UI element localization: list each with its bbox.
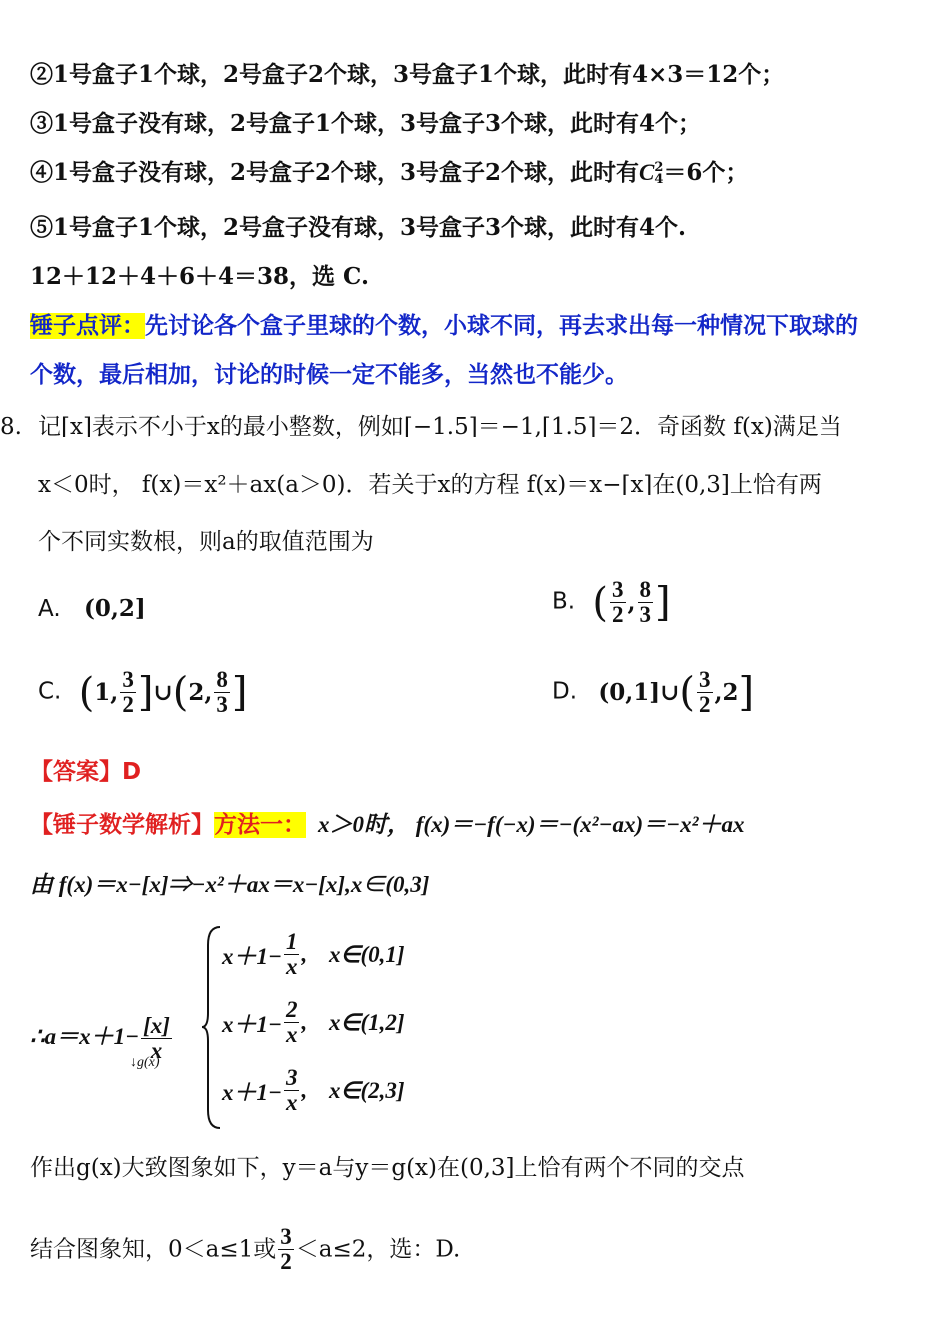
option-b: B. ( $\frac{3}{2}$ , $\frac{8}{3}$ ] bbox=[552, 577, 671, 627]
method-label: 方法一： bbox=[214, 812, 306, 838]
brace-icon bbox=[200, 925, 222, 1130]
g-note: ↓g(x) bbox=[130, 1055, 160, 1070]
solution-line-1 bbox=[30, 810, 745, 840]
conclusion-pre: 结合图象知，0＜a≤1或 bbox=[30, 1236, 277, 1263]
case-range-1: x∈(0,1] bbox=[328, 941, 405, 967]
case-3: ③1号盒子没有球，2号盒子1个球，3号盒子3个球，此时有4个； bbox=[30, 110, 702, 137]
case-4-text: ④1号盒子没有球，2号盒子2个球，3号盒子2个球，此时有 bbox=[30, 159, 640, 186]
option-b-label: B. bbox=[552, 588, 576, 615]
answer: 【答案】D bbox=[30, 759, 142, 785]
solution-equation-2: 由 f(x)＝x−[x]⇒−x²＋ax＝x−[x],x∈(0,3] bbox=[30, 872, 430, 897]
case-piece-2: x＋1− $\frac{2}{x}$ , x∈(1,2] bbox=[222, 997, 405, 1047]
case-4 bbox=[30, 158, 748, 188]
case-piece-1: x＋1− $\frac{1}{x}$ , x∈(0,1] bbox=[222, 929, 405, 979]
option-a-label: A. bbox=[38, 596, 61, 622]
option-d: D. (0,1]∪( $\frac{3}{2}$ ,2] bbox=[552, 667, 755, 717]
problem-number: 8. bbox=[0, 414, 22, 440]
therefore-text: ∴a＝x＋1− bbox=[30, 1023, 140, 1049]
solution-label: 【锤子数学解析】 bbox=[30, 812, 214, 838]
case-4-result: ＝6个； bbox=[663, 159, 749, 186]
comment-label: 锤子点评： bbox=[30, 313, 145, 339]
graph-description: 作出g(x)大致图象如下，y＝a与y＝g(x)在(0,3]上恰有两个不同的交点 bbox=[30, 1155, 745, 1181]
option-c: C. (1, $\frac{3}{2}$ ]∪(2, $\frac{8}{3}$ ] bbox=[38, 667, 248, 717]
sum-line: 12＋12＋4＋6＋4＝38，选 C. bbox=[30, 263, 369, 290]
therefore-expression: ∴a＝x＋1− $\frac{[x]}{x}$ bbox=[30, 1013, 170, 1063]
case-range-3: x∈(2,3] bbox=[328, 1077, 405, 1103]
comment-text-1: 先讨论各个盒子里球的个数，小球不同，再去求出每一种情况下取球的 bbox=[145, 313, 858, 339]
conclusion: 结合图象知，0＜a≤1或 $\frac{3}{2}$ ＜a≤2，选：D. bbox=[30, 1224, 461, 1274]
problem-line-3: 个不同实数根，则a的取值范围为 bbox=[38, 529, 374, 555]
option-a-value: (0,2] bbox=[83, 595, 146, 622]
conclusion-post: ＜a≤2，选：D. bbox=[295, 1236, 461, 1263]
case-2: ②1号盒子1个球，2号盒子2个球，3号盒子1个球，此时有4×3＝12个； bbox=[30, 61, 785, 88]
solution-equation-1: x＞0时， f(x)＝−f(−x)＝−(x²−ax)＝−x²＋ax bbox=[318, 812, 745, 837]
option-c-label: C. bbox=[38, 678, 62, 705]
comment-line-2: 个数，最后相加，讨论的时候一定不能多，当然也不能少。 bbox=[30, 362, 628, 388]
case-range-2: x∈(1,2] bbox=[328, 1009, 405, 1035]
case-piece-3: x＋1− $\frac{3}{x}$ , x∈(2,3] bbox=[222, 1065, 405, 1115]
option-d-label: D. bbox=[552, 678, 578, 705]
problem-line-2: x＜0时， f(x)＝x²＋ax(a＞0)．若关于x的方程 f(x)＝x−⌈x⌉在(0,3]上恰有两 bbox=[38, 472, 822, 498]
solution-line-2 bbox=[30, 870, 429, 900]
combination-sup: 2 bbox=[654, 160, 664, 175]
combination-sub: 4 bbox=[654, 172, 664, 187]
problem-line-1: 记⌈x⌉表示不小于x的最小整数，例如⌈−1.5⌉＝−1,⌈1.5⌉＝2．奇函数 f(x)满足当 bbox=[38, 414, 842, 440]
case-5: ⑤1号盒子1个球，2号盒子没有球，3号盒子3个球，此时有4个. bbox=[30, 214, 687, 241]
option-a bbox=[38, 595, 146, 622]
combination-symbol: C bbox=[639, 160, 655, 185]
comment-line-1 bbox=[30, 311, 858, 341]
